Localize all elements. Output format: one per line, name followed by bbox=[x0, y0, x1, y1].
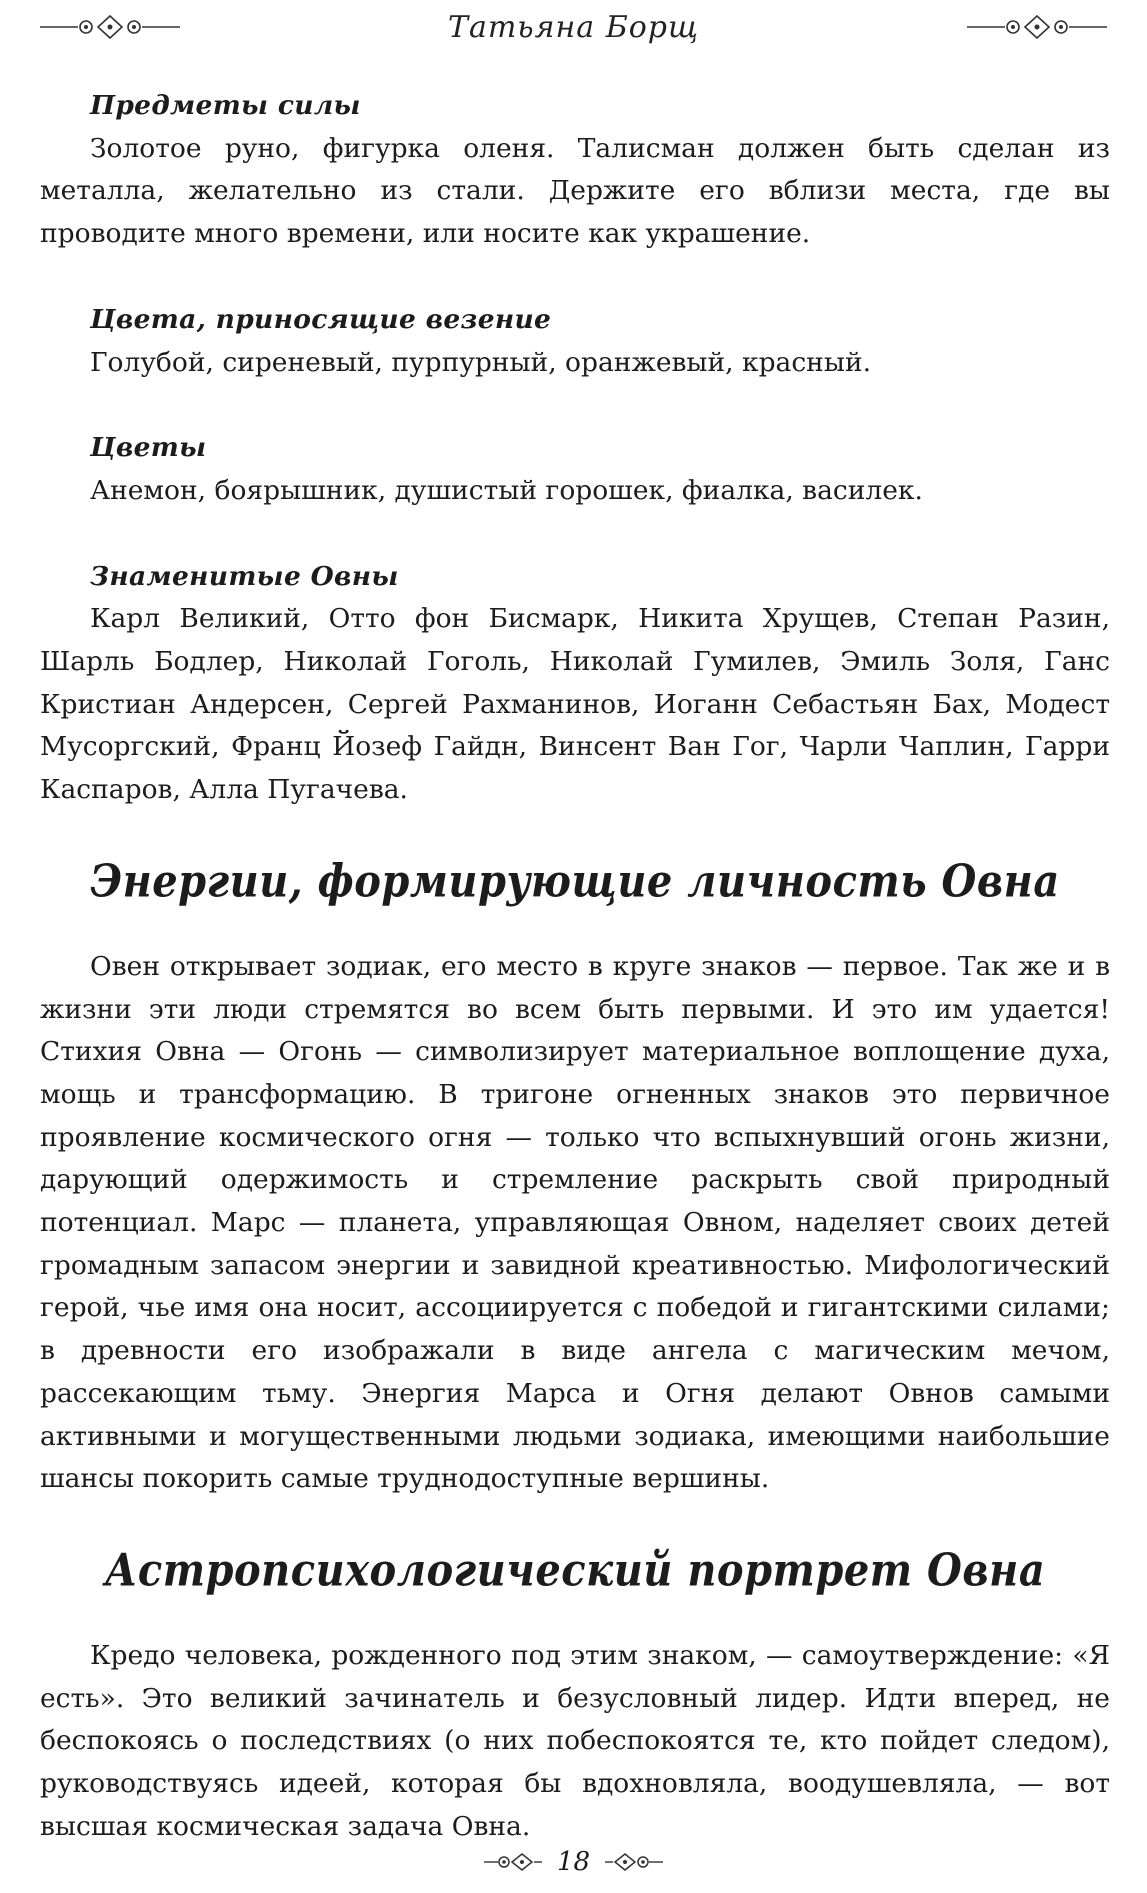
section-text: Карл Великий, Отто фон Бисмарк, Никита Хрущев, Степан Разин, Шарль Бодлер, Николай Гоголь, Николай Гумилев, Эмиль Золя, Ганс Кристиан Андерсен, Сергей Рахманинов, Иоганн Себастьян Бах, Модест Мусоргский, Франц Йозеф Гайдн, Винсент Ван Гог, Чарли Чаплин, Гарри Каспаров, Алла Пугачева. bbox=[40, 603, 1110, 806]
scroll-ornament-icon bbox=[484, 1850, 542, 1874]
section-title: Знаменитые Овны bbox=[90, 560, 399, 592]
scroll-ornament-right-icon bbox=[967, 12, 1107, 42]
chapter-paragraph: Овен открывает зодиак, его место в круге знаков — первое. Так же и в жизни эти люди стремятся во всем быть первыми. И это им удается! Стихия Овна — Огонь — символизирует материальное воплощение духа, мощь и трансформацию. В тригоне огненных знаков это первичное проявление космического огня — только что вспыхнувший огонь жизни, дарующий одержимость и стремление раскрыть свой природный потенциал. Марс — планета, управляющая Овном, наделяет своих детей громадным запасом энергии и завидной креативностью. Мифологический герой, чье имя она носит, ассоциируется с победой и гигантскими силами; в древности его изображали в виде ангела с магическим мечом, рассекающим тьму. Энергия Марса и Огня делают Овнов самыми активными и могущественными людьми зодиака, имеющими наибольшие шансы покорить самые труднодоступные вершины. bbox=[40, 950, 1110, 1495]
section-title: Предметы силы bbox=[90, 90, 361, 121]
chapter-title-portrait: Астропсихологический портрет Овна bbox=[104, 1544, 1046, 1597]
scroll-ornament-icon bbox=[605, 1850, 663, 1874]
chapter-title-energies: Энергии, формирующие личность Овна bbox=[90, 854, 1060, 908]
page-footer bbox=[0, 1847, 1147, 1887]
running-head: Татьяна Борщ bbox=[447, 10, 700, 45]
chapter-paragraph: Кредо человека, рожденного под этим знаком, — самоутверждение: «Я есть». Это великий зачинатель и безусловный лидер. Идти вперед, не беспокоясь о последствиях (о них побеспокоятся те, кто пойдет следом), руководствуясь идеей, которая бы вдохновляла, воодушевляла, — вот высшая космическая задача Овна. bbox=[40, 1639, 1110, 1842]
page-number: 18 bbox=[556, 1847, 591, 1877]
section-flowers bbox=[40, 427, 1110, 512]
section-text: Голубой, сиреневый, пурпурный, оранжевый, красный. bbox=[90, 346, 872, 378]
section-title: Цвета, приносящие везение bbox=[90, 303, 552, 335]
section-text: Золотое руно, фигурка оленя. Талисман должен быть сделан из металла, желательно из стали. Держите его вблизи места, где вы проводите много времени, или носите как украшение. bbox=[40, 132, 1110, 250]
section-title: Цветы bbox=[90, 432, 207, 464]
page-content bbox=[40, 85, 1110, 1849]
section-famous-aries bbox=[40, 556, 1110, 812]
section-power-items bbox=[40, 85, 1110, 256]
page-header bbox=[40, 6, 1107, 48]
section-text: Анемон, боярышник, душистый горошек, фиалка, василек. bbox=[90, 474, 923, 506]
section-lucky-colors bbox=[40, 299, 1110, 384]
